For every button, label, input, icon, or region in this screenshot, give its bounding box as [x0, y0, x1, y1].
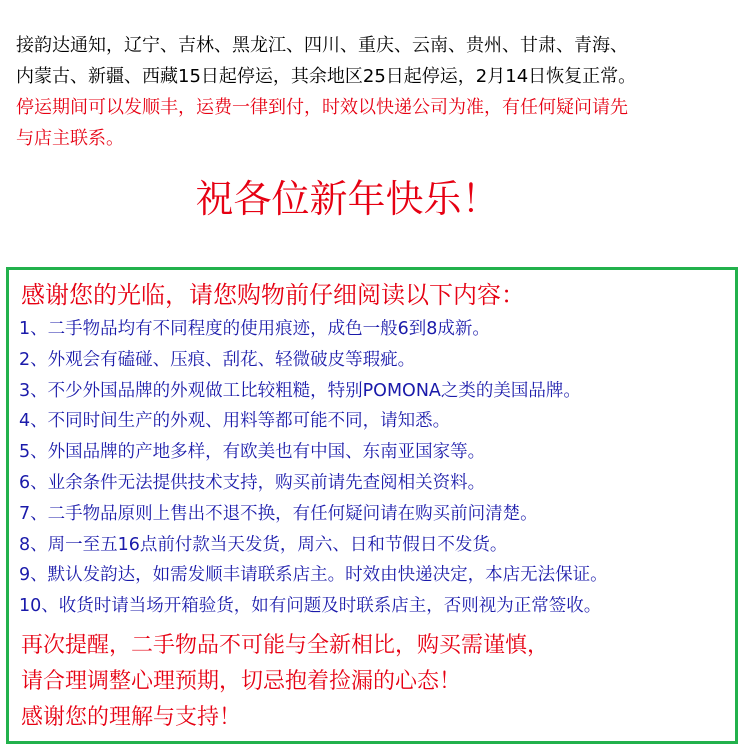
notice-line-2: 内蒙古、新疆、西藏15日起停运，其余地区25日起停运，2月14日恢复正常。 — [16, 66, 637, 87]
thanks-line: 感谢您的理解与支持！ — [21, 705, 242, 730]
rule-item: 2、外观会有磕碰、压痕、刮花、轻微破皮等瑕疵。 — [19, 349, 416, 370]
rule-item: 10、收货时请当场开箱验货，如有问题及时联系店主，否则视为正常签收。 — [19, 596, 602, 617]
purchase-rules-box — [6, 267, 738, 744]
notice-line-1: 接韵达通知，辽宁、吉林、黑龙江、四川、重庆、云南、贵州、甘肃、青海、 — [16, 35, 628, 56]
rule-item: 7、二手物品原则上售出不退不换，有任何疑问请在购买前问清楚。 — [19, 503, 538, 524]
rule-item: 8、周一至五16点前付款当天发货，周六、日和节假日不发货。 — [19, 534, 508, 555]
warning-block — [21, 628, 731, 736]
rule-item: 9、默认发韵达，如需发顺丰请联系店主。时效由快递决定，本店无法保证。 — [19, 565, 608, 586]
rule-item: 1、二手物品均有不同程度的使用痕迹，成色一般6到8成新。 — [19, 319, 490, 339]
warning-line-2: 请合理调整心理预期，切忌抱着捡漏的心态！ — [21, 669, 462, 694]
shipping-notice — [16, 30, 741, 154]
warning-line-1: 再次提醒，二手物品不可能与全新相比，购买需谨慎， — [21, 633, 550, 658]
rules-list — [19, 314, 608, 622]
rule-item: 6、业余条件无法提供技术支持，购买前请先查阅相关资料。 — [19, 472, 486, 493]
new-year-greeting: 祝各位新年快乐！ — [195, 177, 500, 221]
rule-item: 4、不同时间生产的外观、用料等都可能不同，请知悉。 — [19, 411, 451, 432]
notice-red-line-1: 停运期间可以发顺丰，运费一律到付，时效以快递公司为准，有任何疑问请先 — [16, 97, 628, 118]
rule-item: 3、不少外国品牌的外观做工比较粗糙，特别POMONA之类的美国品牌。 — [19, 380, 581, 401]
rules-title: 感谢您的光临，请您购物前仔细阅读以下内容： — [21, 281, 525, 309]
notice-red-line-2: 与店主联系。 — [16, 128, 124, 149]
rule-item: 5、外国品牌的产地多样，有欧美也有中国、东南亚国家等。 — [19, 442, 486, 463]
